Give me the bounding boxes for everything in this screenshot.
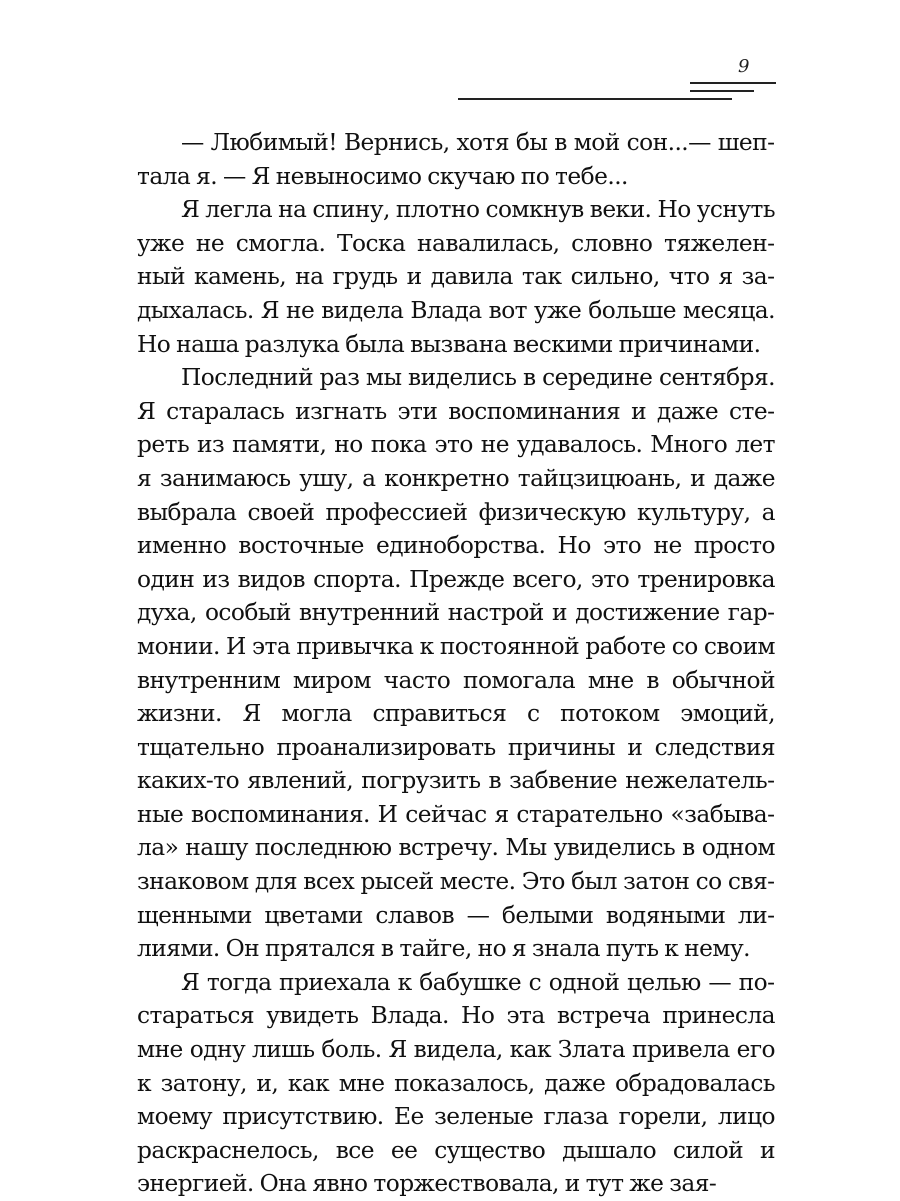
header-rule-middle bbox=[690, 90, 754, 92]
body-text bbox=[137, 126, 775, 1201]
header-rule-top bbox=[690, 82, 776, 84]
page-number: 9 bbox=[738, 56, 750, 77]
paragraph: Я легла на спину, плотно сомкнув веки. Но уснуть уже не смогла. Тоска навалилась, словно тяжеленный камень, на грудь и давила так сильно, что я задыхалась. Я не видела Влада вот уже больше месяца. Но наша разлука была вызвана вескими причинами. bbox=[137, 196, 775, 358]
paragraph: Последний раз мы виделись в середине сентября. Я старалась изгнать эти воспоминания и даже стереть из памяти, но пока это не удавалось. Много лет я занимаюсь ушу, а конкретно тайцзицюань, и даже выбрала своей профессией физическую культуру, а именно восточные единоборства. Но это не просто один из видов спорта. Прежде всего, это тренировка духа, особый внутренний настрой и достижение гармонии. И эта привычка к постоянной работе со своим внутренним миром часто помогала мне в обычной жизни. Я могла справиться с потоком эмоций, тщательно проанализировать причины и следствия каких-то явлений, погрузить в забвение нежелательные воспоминания. И сейчас я старательно «забывала» нашу последнюю встречу. Мы увиделись в одном знаковом для всех рысей месте. Это был затон со священными цветами славов — белыми водяными лилиями. Он прятался в тайге, но я знала путь к нему. bbox=[137, 364, 775, 963]
page-header bbox=[0, 0, 900, 110]
paragraph: Я тогда приехала к бабушке с одной целью — постараться увидеть Влада. Но эта встреча принесла мне одну лишь боль. Я видела, как Злата привела его к затону, и, как мне показалось, даже обрадовалась моему присутствию. Ее зеленые глаза горели, лицо раскраснелось, все ее существо дышало силой и энергией. Она явно торжествовала, и тут же зая- bbox=[137, 968, 775, 1198]
header-rule-long bbox=[458, 98, 732, 100]
paragraph: — Любимый! Вернись, хотя бы в мой сон...— шептала я. — Я невыносимо скучаю по тебе... bbox=[137, 129, 775, 190]
